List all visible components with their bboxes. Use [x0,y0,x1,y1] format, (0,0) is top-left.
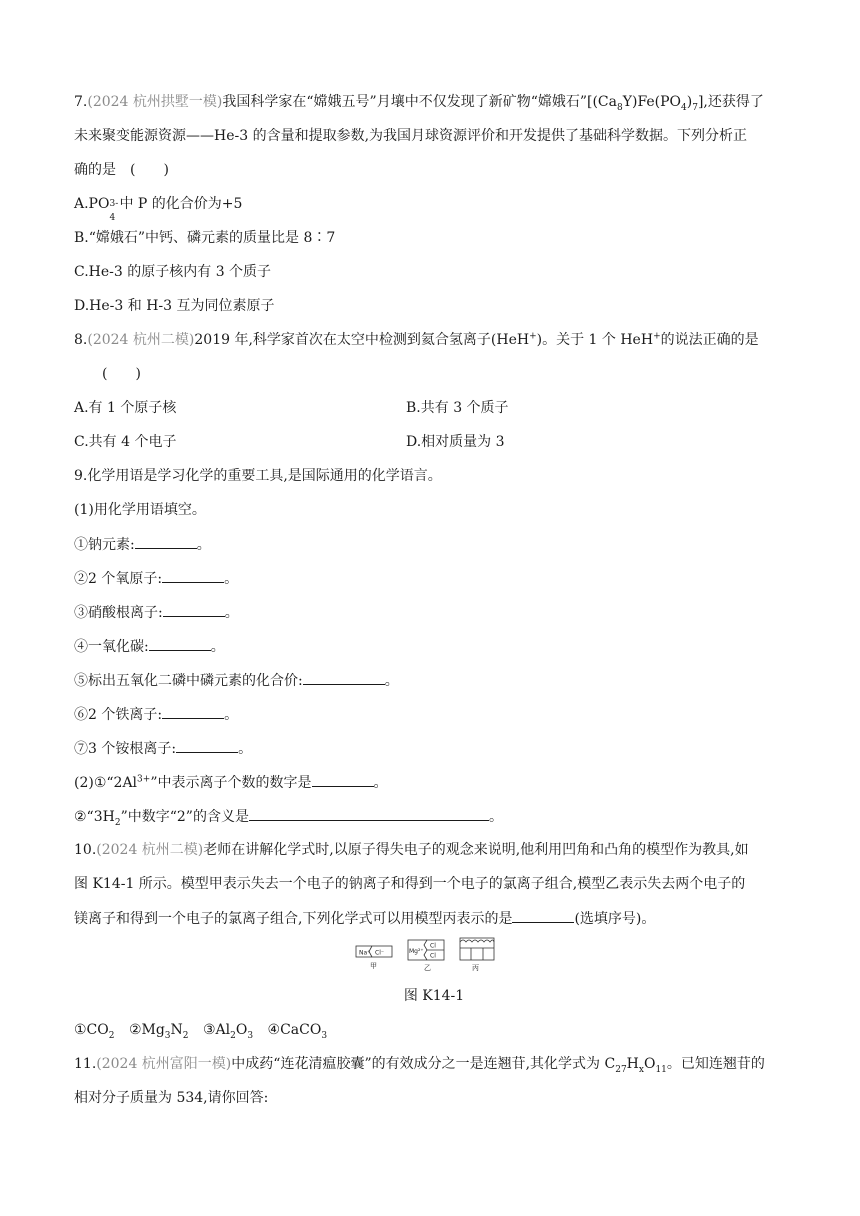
svg-text:Mg²⁺: Mg²⁺ [409,948,424,955]
q11-source: (2024 杭州富阳一模) [96,1056,232,1072]
answer-blank[interactable] [149,636,211,651]
q9-part-1: (1)用化学用语填空。 [74,502,206,518]
q8-option-c: C.共有 4 个电子 [74,434,177,450]
answer-blank[interactable] [162,704,224,719]
q10-options: $①CO_2$ $②Mg_3N_2$ $③Al_2O_3$ ④CaCO$_3$ [74,1022,328,1041]
svg-text:乙: 乙 [424,964,431,972]
q8-option-d: D.相对质量为 3 [406,434,505,450]
q8-line-1: 8.(2024 杭州二模)2019 年,科学家首次在太空中检测到氦合氢离子(HeH+)。关于 1 个 HeH+的说法正确的是 [74,331,759,348]
q10-line-2: 图 K14-1 所示。模型甲表示失去一个电子的钠离子和得到一个电子的氯离子组合,模型乙表示失去两个电子的 [74,876,746,892]
answer-blank[interactable] [512,908,574,923]
q9-part-2: $(2)①“2Al^{3+}$”中表示离子个数的数字是 。 [74,772,388,793]
svg-text:甲: 甲 [370,962,377,970]
q10-line-3: 镁离子和得到一个电子的氯离子组合,下列化学式可以用模型丙表示的是 (选填序号)。 [74,908,655,929]
q7-option-c: C.He-3 的原子核内有 3 个质子 [74,264,272,280]
q7-option-d: D.He-3 和 H-3 互为同位素原子 [74,298,275,314]
q9-intro: 9.化学用语是学习化学的重要工具,是国际通用的化学语言。 [74,468,442,484]
q8-source: (2024 杭州二模) [87,332,195,348]
q9-item-6: ⑥2 个铁离子: 。 [74,704,238,725]
ion-model-figure [350,936,510,976]
answer-blank[interactable] [312,772,374,787]
answer-blank[interactable] [249,806,489,821]
model-bing [460,938,494,972]
q9-item-3: ③硝酸根离子: 。 [74,602,239,623]
q8-options-row-2 [74,432,505,452]
q8-line-2: ( ) [102,366,141,382]
svg-text:Cl⁻: Cl⁻ [375,949,385,957]
q10-line-1: 10.(2024 杭州二模)老师在讲解化学式时,以原子得失电子的观念来说明,他利用凹角和凸角的模型作为教具,如 [74,842,749,858]
q7-line-1: 7.(2024 杭州拱墅一模)我国科学家在“嫦娥五号”月壤中不仅发现了新矿物“嫦娥石$”[(Ca_8Y)Fe(PO_4)_7]$,还获得了 [74,94,764,113]
q11-line-1: 11.(2024 杭州富阳一模)中成药“连花清瘟胶囊”的有效成分之一是连翘苷,其化学式为 $C_{27}H_xO_{11}$。已知连翘苷的 [74,1056,765,1075]
answer-blank[interactable] [303,670,385,685]
answer-blank[interactable] [163,602,225,617]
model-yi [408,940,444,972]
answer-blank[interactable] [176,738,238,753]
q11-line-2: 相对分子质量为 534,请你回答: [74,1090,269,1106]
q7-line-3: 确的是 ( ) [74,162,169,178]
q9-part-3: $②“3H_2$”中数字“2”的含义是 。 [74,806,503,827]
answer-blank[interactable] [135,534,197,549]
q9-item-7: ⑦3 个铵根离子: 。 [74,738,252,759]
q7-source: (2024 杭州拱墅一模) [87,94,223,110]
q8-options-row-1 [74,398,509,418]
svg-text:Cl: Cl [430,952,436,960]
q7-option-b: B.“嫦娥石”中钙、磷元素的质量比是 8∶7 [74,230,336,246]
q10-source: (2024 杭州二模) [96,842,204,858]
svg-text:Cl: Cl [430,942,436,950]
q8-option-b: B.共有 3 个质子 [406,400,509,416]
figure-caption: 图 K14-1 [403,988,465,1004]
q9-item-1: ①钠元素: 。 [74,534,211,555]
q8-option-a: A.有 1 个原子核 [74,400,177,416]
q9-item-5: ⑤标出五氧化二磷中磷元素的化合价: 。 [74,670,399,691]
q9-item-4: ④一氧化碳: 。 [74,636,225,657]
q7-option-a: A.PO 3- 4 中 P 的化合价为+5 [74,196,243,223]
answer-blank[interactable] [162,568,224,583]
q7-line-2: 未来聚变能源资源——He-3 的含量和提取参数,为我国月球资源评价和开发提供了基础科学数据。下列分析正 [74,128,748,144]
model-jia [356,946,392,970]
svg-text:Na⁺: Na⁺ [359,949,371,957]
svg-text:丙: 丙 [472,964,479,972]
q9-item-2: ②2 个氧原子: 。 [74,568,238,589]
